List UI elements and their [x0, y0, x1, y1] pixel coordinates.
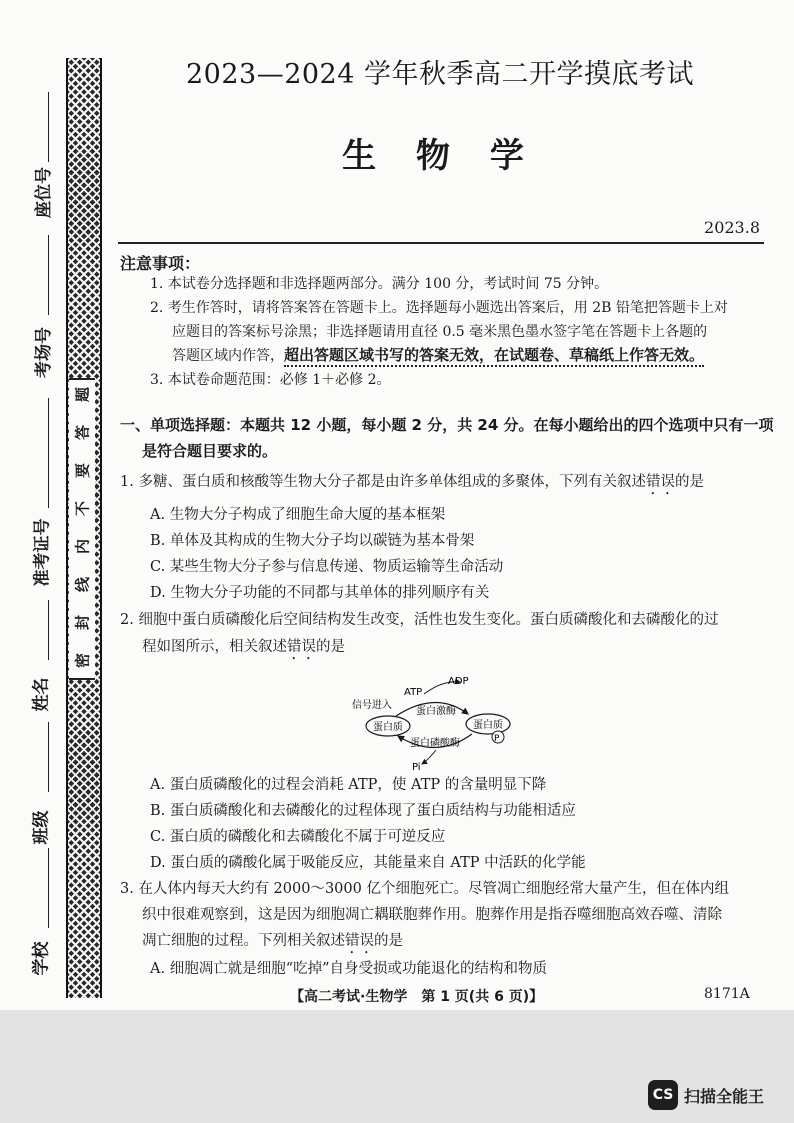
- class-label: 班级: [31, 810, 52, 845]
- question-1-option-d: D. 生物大分子功能的不同都与其单体的排列顺序有关: [150, 585, 490, 601]
- notice-warning: 超出答题区域书写的答案无效，在试题卷、草稿纸上作答无效。: [284, 346, 704, 367]
- paper-code: 8171A: [704, 986, 750, 1002]
- question-2-option-a: A. 蛋白质磷酸化的过程会消耗 ATP，使 ATP 的含量明显下降: [150, 777, 547, 793]
- question-2-stem-line-1: 2. 细胞中蛋白质磷酸化后空间结构发生改变，活性也发生变化。蛋白质磷酸化和去磷酸化的过: [120, 612, 719, 628]
- question-3-option-a: A. 细胞凋亡就是细胞“吃掉”自身受损或功能退化的结构和物质: [150, 961, 548, 977]
- question-2-stem-text: 程如图所示，相关叙述: [142, 639, 287, 655]
- seal-char: 不: [73, 501, 92, 517]
- question-2-option-c: C. 蛋白质的磷酸化和去磷酸化不属于可逆反应: [150, 829, 446, 845]
- seal-char: 封: [73, 615, 92, 631]
- phosphorylation-diagram: [348, 672, 528, 772]
- notice-item-2-line-3: [172, 345, 704, 366]
- admission-number-label: 准考证号: [32, 518, 53, 587]
- camscanner-name: 扫描全能王: [684, 1087, 765, 1106]
- question-1-stem: [120, 471, 704, 498]
- section-1-heading-line-1: 一、单项选择题：本题共 12 小题，每小题 2 分，共 24 分。在每小题给出的四个选项中只有一项: [120, 416, 774, 434]
- question-1-option-b: B. 单体及其构成的生物大分子均以碳链为基本骨架: [150, 533, 475, 549]
- question-2-option-d: D. 蛋白质的磷酸化属于吸能反应，其能量来自 ATP 中活跃的化学能: [150, 855, 586, 871]
- seat-number-line: [48, 92, 49, 162]
- question-2-stem-end: 的是: [316, 639, 345, 655]
- phosphate-label: P: [494, 734, 500, 744]
- kinase-label: 蛋白激酶: [416, 706, 456, 717]
- phosphatase-label: 蛋白磷酸酶: [410, 738, 460, 749]
- notice-heading: 注意事项：: [120, 254, 201, 273]
- question-3-stem-line-2: 织中很难观察到，这是因为细胞凋亡耦联胞葬作用。胞葬作用是指吞噬细胞高效吞噬、清除: [142, 907, 722, 923]
- page-footer: 【高二考试·生物学 第 1 页(共 6 页)】: [290, 989, 544, 1005]
- question-3-stem-line-1: 3. 在人体内每天大约有 2000～3000 亿个细胞死亡。尽管凋亡细胞经常大量产生，但在体内组: [120, 881, 729, 897]
- section-1-heading-line-2: 是符合题目要求的。: [142, 442, 278, 460]
- seal-char: 密: [73, 653, 92, 669]
- adp-label: ADP: [448, 676, 469, 687]
- seal-char: 要: [73, 463, 92, 479]
- camscanner-logo: CS: [648, 1080, 678, 1110]
- class-line: [48, 722, 49, 792]
- header-rule: [118, 242, 764, 244]
- protein-left-label: 蛋白质: [373, 722, 403, 733]
- name-line: [48, 600, 49, 660]
- question-3-stem-end: 的是: [374, 933, 403, 949]
- pi-arrow: [422, 750, 436, 764]
- name-label: 姓名: [31, 677, 52, 712]
- atp-label: ATP: [404, 687, 423, 698]
- question-3-stem-text: 凋亡细胞的过程。下列相关叙述: [142, 933, 345, 949]
- subject-title: 生 物 学: [342, 136, 538, 176]
- question-1-stem-end: 的是: [674, 474, 704, 490]
- seal-char: 内: [73, 539, 92, 555]
- question-2-option-b: B. 蛋白质磷酸化和去磷酸化的过程体现了蛋白质结构与功能相适应: [150, 803, 576, 819]
- notice-item-2-line-2: 应题目的答案标号涂黑；非选择题请用直径 0.5 毫米黑色墨水签字笔在答题卡上各题的: [172, 324, 708, 340]
- signal-label: 信号进入: [352, 700, 392, 711]
- notice-item-2-line-1: 2. 考生作答时，请将答案答在答题卡上。选择题每小题选出答案后，用 2B 铅笔把答题卡上对: [150, 300, 728, 316]
- seal-char: 线: [73, 577, 92, 593]
- exam-room-label: 考场号: [34, 327, 54, 378]
- notice-item-2-line-3-text: 答题区域内作答，: [172, 348, 284, 364]
- notice-item-1: 1. 本试卷分选择题和非选择题两部分。满分 100 分，考试时间 75 分钟。: [150, 276, 609, 292]
- notice-item-3: 3. 本试卷命题范围：必修 1＋必修 2。: [150, 372, 391, 388]
- seat-number-label: 座位号: [34, 167, 54, 218]
- question-1-option-c: C. 某些生物大分子参与信息传递、物质运输等生命活动: [150, 559, 504, 575]
- exam-title: 2023—2024 学年秋季高二开学摸底考试: [185, 59, 694, 90]
- exam-room-line: [48, 235, 49, 315]
- seal-text-box: [69, 378, 95, 680]
- question-1-emphasis: 错误: [645, 474, 675, 490]
- exam-date: 2023.8: [704, 218, 760, 237]
- protein-right-label: 蛋白质: [473, 720, 503, 731]
- question-1-stem-text: 1. 多糖、蛋白质和核酸等生物大分子都是由许多单体组成的多聚体，下列有关叙述: [120, 474, 646, 490]
- pi-label: Pi: [412, 762, 421, 772]
- seal-char: 答: [73, 425, 92, 441]
- question-1-option-a: A. 生物大分子构成了细胞生命大厦的基本框架: [150, 507, 446, 523]
- admission-number-line: [48, 398, 49, 508]
- school-label: 学校: [31, 941, 52, 976]
- question-2-stem-line-2: [142, 636, 345, 663]
- question-2-emphasis: 错误: [287, 639, 316, 655]
- question-3-stem-line-3: [142, 930, 403, 957]
- school-line: [48, 848, 49, 928]
- question-3-emphasis: 错误: [345, 933, 374, 949]
- seal-char: 题: [73, 387, 92, 403]
